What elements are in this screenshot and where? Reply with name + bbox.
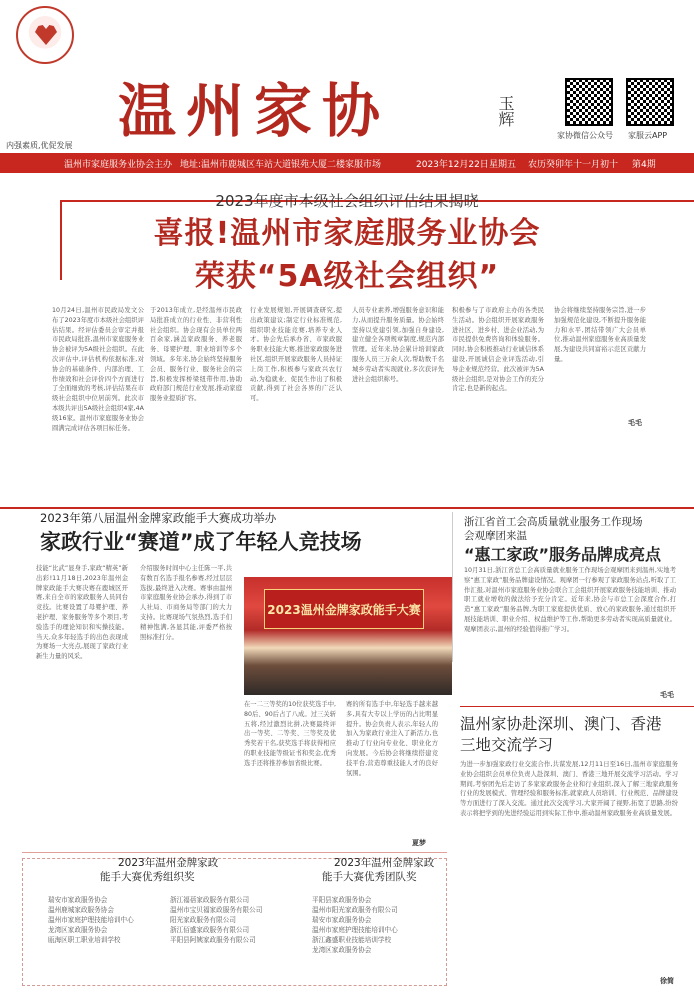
list-item: 平阳县家政服务协会 <box>312 896 372 904</box>
lead-kicker: 2023年度市本级社会组织评估结果揭晓 <box>215 192 479 210</box>
right-award-title <box>322 856 434 884</box>
host-text: 温州市家庭服务业协会主办 <box>64 160 173 170</box>
left-award-col-1 <box>48 895 134 945</box>
lead-column-5: 积极参与了市政府主办的各类民生活动。协会组织开展家政服务进社区、进乡村、进企业活动,为市民提供免费咨询和体验服务。同时,协会积极推动行业诚信体系建设,开展诚信企业评选活动,引导企业规范经营。此次被评为5A级社会组织,是对协会工作的充分肯定,也是新的起点。 <box>452 307 544 393</box>
right-award-title-1: 2023年温州金牌家政 <box>334 857 435 869</box>
logo-tagline: 内强素质,优促发展 <box>6 141 73 150</box>
list-item: 浙江佰盛家政服务有限公司 <box>170 926 250 934</box>
photo-banner: 2023温州金牌家政能手大赛 <box>264 589 424 629</box>
app-qr-code[interactable] <box>626 78 674 126</box>
right-award-col <box>312 895 398 955</box>
list-item: 温州市宝贝福家政服务有限公司 <box>170 906 263 914</box>
divider-1 <box>0 507 694 509</box>
list-item: 瓯海区职工职业培训学校 <box>48 936 121 944</box>
lead-headline-2: 荣获“5A级社会组织” <box>194 259 500 294</box>
brand-kicker-2: 会观摩团来温 <box>464 530 527 542</box>
brand-body: 10月31日,浙江省总工会高质量就业服务工作现场会观摩团来到温州,实地考察“惠工家政”服务品牌建设情况。观摩团一行参观了家政服务站点,听取了工作汇报,对温州市家庭服务业协会联合工会组织开展家政服务技能培训、推动职工就业增收的做法给予充分肯定。近年来,协会与市总工会深度合作,打造“惠工家政”服务品牌,为职工家庭提供优质、放心的家政服务,通过组织开展技能培训、职业介绍、权益维护等工作,帮助更多劳动者实现高质量就业。观摩团表示,温州的经验值得推广学习。 <box>464 567 676 633</box>
divider-2 <box>460 706 694 707</box>
lead-column-1: 10月24日,温州市民政局发文公布了2023年度市本级社会组织评估结果。经评估委员会审定并报市民政局批准,温州市家庭服务业协会被评为5A级社会组织。在此次评估中,评估机构依据标准,对协会的基础条件、内部治理、工作绩效和社会评价四个方面进行了全面细致的考核,评估结果在市级社会组织中位居前列。此次市本级共评出5A级社会组织4家,4A级16家。温州市家庭服务业协会圆满完成评估各项目标任务。 <box>52 307 144 432</box>
qr1-caption: 家协微信公众号 <box>557 131 613 140</box>
column-separator <box>452 512 453 662</box>
list-item: 温州市阳光家政服务有限公司 <box>312 906 398 914</box>
list-item: 瑞安市家政服务协会 <box>312 916 372 924</box>
left-award-title-1: 2023年温州金牌家政 <box>118 857 219 869</box>
list-item: 阳光家政服务有限公司 <box>170 916 236 924</box>
contest-author: 夏梦 <box>412 839 426 847</box>
list-item: 瑞安市家政服务协会 <box>48 896 108 904</box>
address-text: 地址:温州市鹿城区车站大道银苑大厦二楼家服市场 <box>180 160 382 170</box>
list-item: 温州鹿城家政服务协会 <box>48 906 114 914</box>
qr2-caption: 家服云APP <box>628 131 668 140</box>
heart-icon <box>35 25 57 45</box>
contest-photo <box>244 577 452 695</box>
contest-kicker: 2023年第八届温州金牌家政能手大赛成功举办 <box>40 511 277 525</box>
list-item: 浙江鑫盛职业技能培训学校 <box>312 936 392 944</box>
lead-column-4: 人员专业素养,增强服务意识和能力,从而提升服务质量。协会始终坚持以党建引领,加强自身建设,建立健全各项规章制度,规范内部管理。近年来,协会累计培训家政服务人员三万余人次,帮助数千名城乡劳动者实现就业,多次获评先进社会组织称号。 <box>352 307 444 383</box>
lunar-text: 农历癸卯年十一月初十 <box>528 160 619 170</box>
masthead-signature: 玉辉 <box>496 95 515 127</box>
divider-3 <box>22 852 447 853</box>
list-item: 温州市家庭护理技能培训中心 <box>48 916 134 924</box>
exchange-body: 为进一步加强家政行业交流合作,共谋发展,12月11日至16日,温州市家庭服务业协会组织会员单位负责人赴深圳、澳门、香港三地开展交流学习活动。学习期间,考察团先后走访了多家家政服务企业和行业组织,深入了解三地家政服务行业的发展模式、管理经验和服务标准,就家政人员培训、行业规范、品牌建设等方面进行了深入交流。通过此次交流学习,大家开阔了视野,拓宽了思路,纷纷表示将把学到的先进经验运用到实际工作中,推动温州家政服务业高质量发展。 <box>460 761 678 817</box>
right-award-title-2: 能手大赛优秀团队奖 <box>322 871 417 883</box>
wechat-qr-code[interactable] <box>565 78 613 126</box>
list-item: 龙湾区家政服务协会 <box>312 946 372 954</box>
exchange-headline-1: 温州家协赴深圳、澳门、香港 <box>460 715 662 733</box>
contest-column-2: 介绍服务时间中心主任陈一平,共有数百名选手报名参赛,经过层层选拔,最终进入决赛。赛事由温州市家庭服务业协会承办,得到了市人社局、市商务局等部门的大力支持。比赛现场气氛热烈,选手们精神饱满,各显其能,评委严格按照标准打分。 <box>140 565 232 641</box>
association-logo <box>16 6 74 64</box>
left-award-col-2 <box>170 895 262 945</box>
list-item: 平阳县阿姨家政服务有限公司 <box>170 936 256 944</box>
list-item: 浙江福蓓家政服务有限公司 <box>170 896 250 904</box>
date-text: 2023年12月22日 <box>416 160 489 170</box>
list-item: 龙湾区家政服务协会 <box>48 926 108 934</box>
lead-headline-1: 喜报!温州市家庭服务业协会 <box>153 216 541 251</box>
brand-headline: “惠工家政”服务品牌成亮点 <box>464 545 662 564</box>
contest-headline: 家政行业“赛道”成了年轻人竞技场 <box>40 530 362 554</box>
list-item: 温州市家庭护理技能培训中心 <box>312 926 398 934</box>
lead-author: 毛毛 <box>628 419 642 427</box>
contest-column-4: 赛的所有选手中,年轻选手越来越多,具有大专以上学历的占比明显提升。协会负责人表示,年轻人的加入为家政行业注入了新活力,也推动了行业向专业化、职业化方向发展。今后协会将继续搭建竞技平台,营造尊重技能人才的良好氛围。 <box>346 701 438 777</box>
contest-column-1: 技能“比武”显身手,家政“精英”新出彩!11月18日,2023年温州金牌家政能手大赛决赛在鹿城区开赛,来自全市的家政服务人员同台竞技。比赛设置了母婴护理、养老护理、家务服务等多个项目,考验选手的理论知识和实操技能。当天,众多年轻选手的出色表现成为赛场一大亮点,展现了家政行业新生力量的风采。 <box>36 565 128 661</box>
weekday-text: 星期五 <box>489 160 517 170</box>
brand-kicker-1: 浙江省首工会高质量就业服务工作现场 <box>464 516 643 528</box>
lead-column-3: 行业发展规划,开展调查研究,提出政策建议;制定行业标准规范,组织职业技能竞赛,培养专业人才。协会先后承办省、市家政服务职业技能大赛,推进家政服务进社区,组织开展家政服务人员持证上岗工作,积极参与家政兴农行动,为稳就业、促民生作出了积极贡献,得到了社会各界的广泛认可。 <box>250 307 342 403</box>
left-award-title <box>100 856 218 884</box>
exchange-author: 徐简 <box>660 977 674 985</box>
lead-column-6: 协会将继续坚持服务宗旨,进一步加强规范化建设,不断提升服务能力和水平,团结带领广大会员单位,推动温州家庭服务业高质量发展,为建设共同富裕示范区贡献力量。 <box>554 307 646 363</box>
left-award-title-2: 能手大赛优秀组织奖 <box>100 871 195 883</box>
info-bar <box>0 153 694 173</box>
exchange-headline-2: 三地交流学习 <box>460 736 554 754</box>
issue-text: 第4期 <box>632 160 656 170</box>
contest-column-3: 在一二三等奖的10位获奖选手中,80后、90后占了八成。过三关斩五将,经过激烈比拼,决赛最终评出一等奖、二等奖、三等奖及优秀奖若干名,获奖选手将获得相应的职业技能等级证书和奖金,优秀选手还将推荐参加省级比赛。 <box>244 701 336 767</box>
masthead-title: 温州家协 <box>118 77 391 145</box>
lead-column-2: 于2013年成立,是经温州市民政局批准成立的行业性、非营利性社会组织。协会现有会员单位两百余家,涵盖家政服务、养老服务、母婴护理、职业培训等多个领域。多年来,协会始终坚持服务会员、服务行业、服务社会的宗旨,积极发挥桥梁纽带作用,协助政府部门规范行业发展,推动家庭服务业提质扩容。 <box>150 307 242 403</box>
brand-author: 毛毛 <box>660 691 674 699</box>
